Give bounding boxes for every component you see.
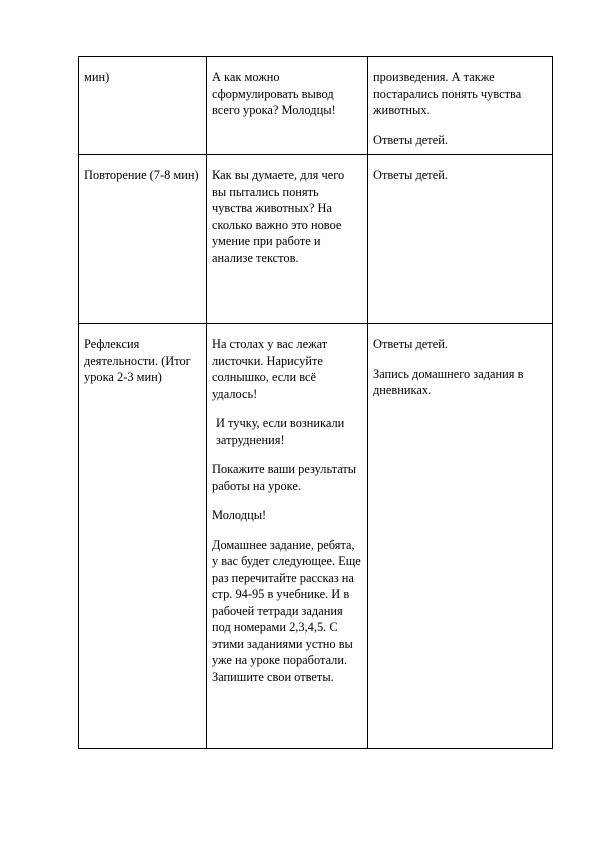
- teacher-activity-cell: [207, 324, 368, 749]
- lesson-plan-table: [78, 56, 553, 749]
- students-text: Ответы детей.: [373, 337, 448, 351]
- stage-cell: [79, 324, 207, 749]
- teacher-text: Молодцы!: [212, 508, 267, 522]
- stage-cell: [79, 57, 207, 155]
- teacher-text: И тучку, если возникали затруднения!: [216, 416, 345, 447]
- teacher-text: А как можно сформулировать вывод всего урока? Молодцы!: [212, 70, 336, 117]
- teacher-text: Покажите ваши результаты работы на уроке.: [212, 462, 357, 493]
- students-text: Ответы детей.: [373, 132, 448, 147]
- table-row: [79, 324, 553, 749]
- students-text: произведения. А также постарались понять чувства животных.: [373, 70, 522, 117]
- stage-text: мин): [84, 70, 110, 84]
- teacher-activity-cell: [207, 155, 368, 324]
- stage-text: Повторение (7-8 мин): [84, 168, 199, 182]
- students-text: Запись домашнего задания в дневниках.: [373, 366, 524, 397]
- teacher-text: На столах у вас лежат листочки. Нарисуйте солнышко, если всё удалось!: [212, 337, 328, 401]
- stage-text: Рефлексия деятельности. (Итог урока 2-3 мин): [84, 337, 191, 384]
- students-activity-cell: [368, 57, 553, 155]
- students-activity-cell: [368, 324, 553, 749]
- students-text: Ответы детей.: [373, 168, 448, 182]
- teacher-activity-cell: [207, 57, 368, 155]
- teacher-text: Домашнее задание, ребята, у вас будет следующее. Еще раз перечитайте рассказ на стр. 94-95 в учебнике. И в рабочей тетради задания под номерами 2,3,4,5. С этими заданиями устно вы уже на уроке поработали. Запишите свои ответы.: [212, 537, 361, 684]
- teacher-text: Как вы думаете, для чего вы пытались понять чувства животных? На сколько важно это новое умение при работе и анализе текстов.: [212, 168, 345, 265]
- table-row: [79, 57, 553, 155]
- table-row: [79, 155, 553, 324]
- stage-cell: [79, 155, 207, 324]
- students-activity-cell: [368, 155, 553, 324]
